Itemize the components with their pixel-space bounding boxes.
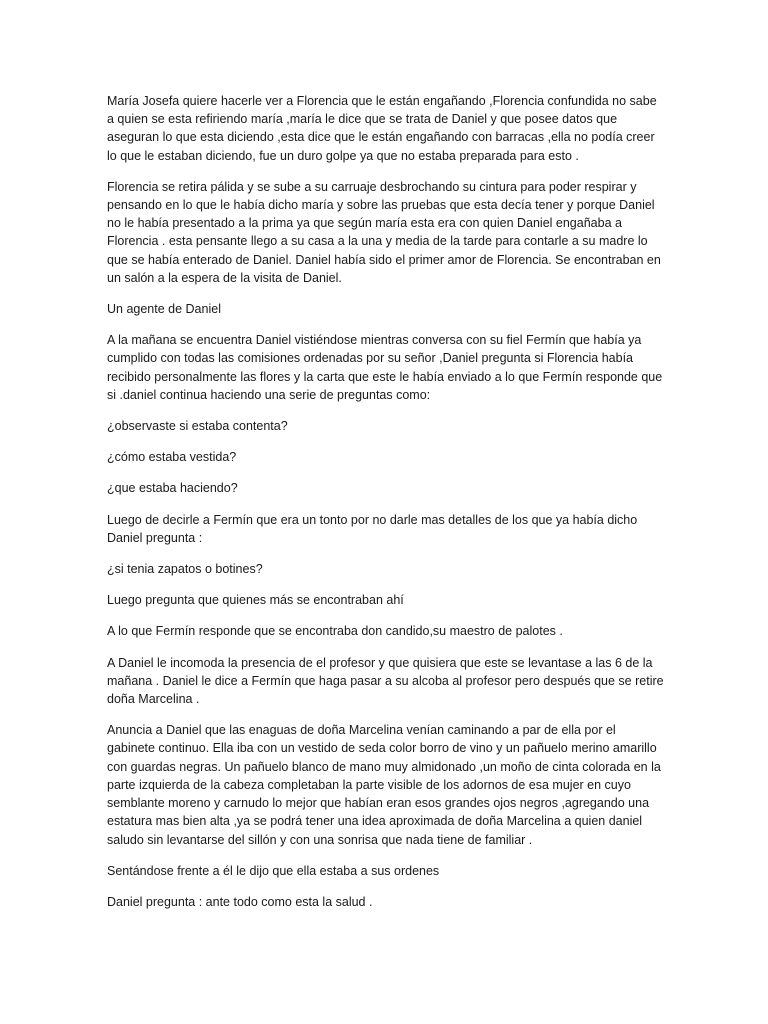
question-4: ¿si tenia zapatos o botines? (107, 562, 263, 577)
paragraph-8: Anuncia a Daniel que las enaguas de doña Marcelina venían caminando a par de ella por el gabinete continuo. Ella iba con un vestido de seda color borro de vino y un pañuelo merino amarillo con guardas negras. Un pañuelo blanco de mano muy almidonado ,un moño de cinta colorada en la parte izquierda de la cabeza completaban la parte visible de los adornos de esa mujer en cuyo semblante moreno y carnudo lo mejor que habían eran esos grandes ojos negros ,agregando una estatura mas bien alta ,ya se podrá tener una idea aproximada de doña Marcelina a quien daniel saludo sin levantarse del sillón y con una sonrisa que nada tiene de familiar . (107, 723, 661, 847)
paragraph-1: María Josefa quiere hacerle ver a Florencia que le están engañando ,Florencia confundida no sabe a quien se esta refiriendo maría ,maría le dice que se trata de Daniel y que posee datos que aseguran lo que esta diciendo ,esta dice que le están engañando con barracas ,ella no podía creer lo que le estaban diciendo, fue un duro golpe ya que no estaba preparada para esto . (107, 94, 657, 163)
paragraph-5: Luego pregunta que quienes más se encontraban ahí (107, 593, 404, 608)
question-1: ¿observaste si estaba contenta? (107, 419, 288, 434)
paragraph-3: A la mañana se encuentra Daniel vistiéndose mientras conversa con su fiel Fermín que había ya cumplido con todas las comisiones ordenadas por su señor ,Daniel pregunta si Florencia había recibido personalmente las flores y la carta que este le había enviado a lo que Fermín responde que si .daniel continua haciendo una serie de preguntas como: (107, 333, 663, 402)
paragraph-9: Sentándose frente a él le dijo que ella estaba a sus ordenes (107, 863, 440, 878)
question-3: ¿que estaba haciendo? (107, 481, 238, 496)
paragraph-2: Florencia se retira pálida y se sube a su carruaje desbrochando su cintura para poder respirar y pensando en lo que le había dicho maría y sobre las pruebas que esta decía tener y porque Daniel no le había presentado a la prima ya que según maría esta era con quien Daniel engañaba a Florencia . esta pensante llego a su casa a la una y media de la tarde para contarle a su madre lo que se había enterado de Daniel. Daniel había sido el primer amor de Florencia. Se encontraban en un salón a la espera de la visita de Daniel. (107, 179, 661, 285)
paragraph-4: Luego de decirle a Fermín que era un tonto por no darle mas detalles de los que ya había dicho Daniel pregunta : (107, 512, 638, 545)
paragraph-7: A Daniel le incomoda la presencia de el profesor y que quisiera que este se levantase a las 6 de la mañana . Daniel le dice a Fermín que haga pasar a su alcoba al profesor pero después que se retire doña Marcelina . (107, 655, 664, 707)
section-heading: Un agente de Daniel (107, 302, 221, 317)
paragraph-10: Daniel pregunta : ante todo como esta la salud . (107, 894, 373, 909)
question-2: ¿cómo estaba vestida? (107, 450, 237, 465)
paragraph-6: A lo que Fermín responde que se encontraba don candido,su maestro de palotes . (107, 624, 563, 639)
document-page (107, 92, 667, 924)
